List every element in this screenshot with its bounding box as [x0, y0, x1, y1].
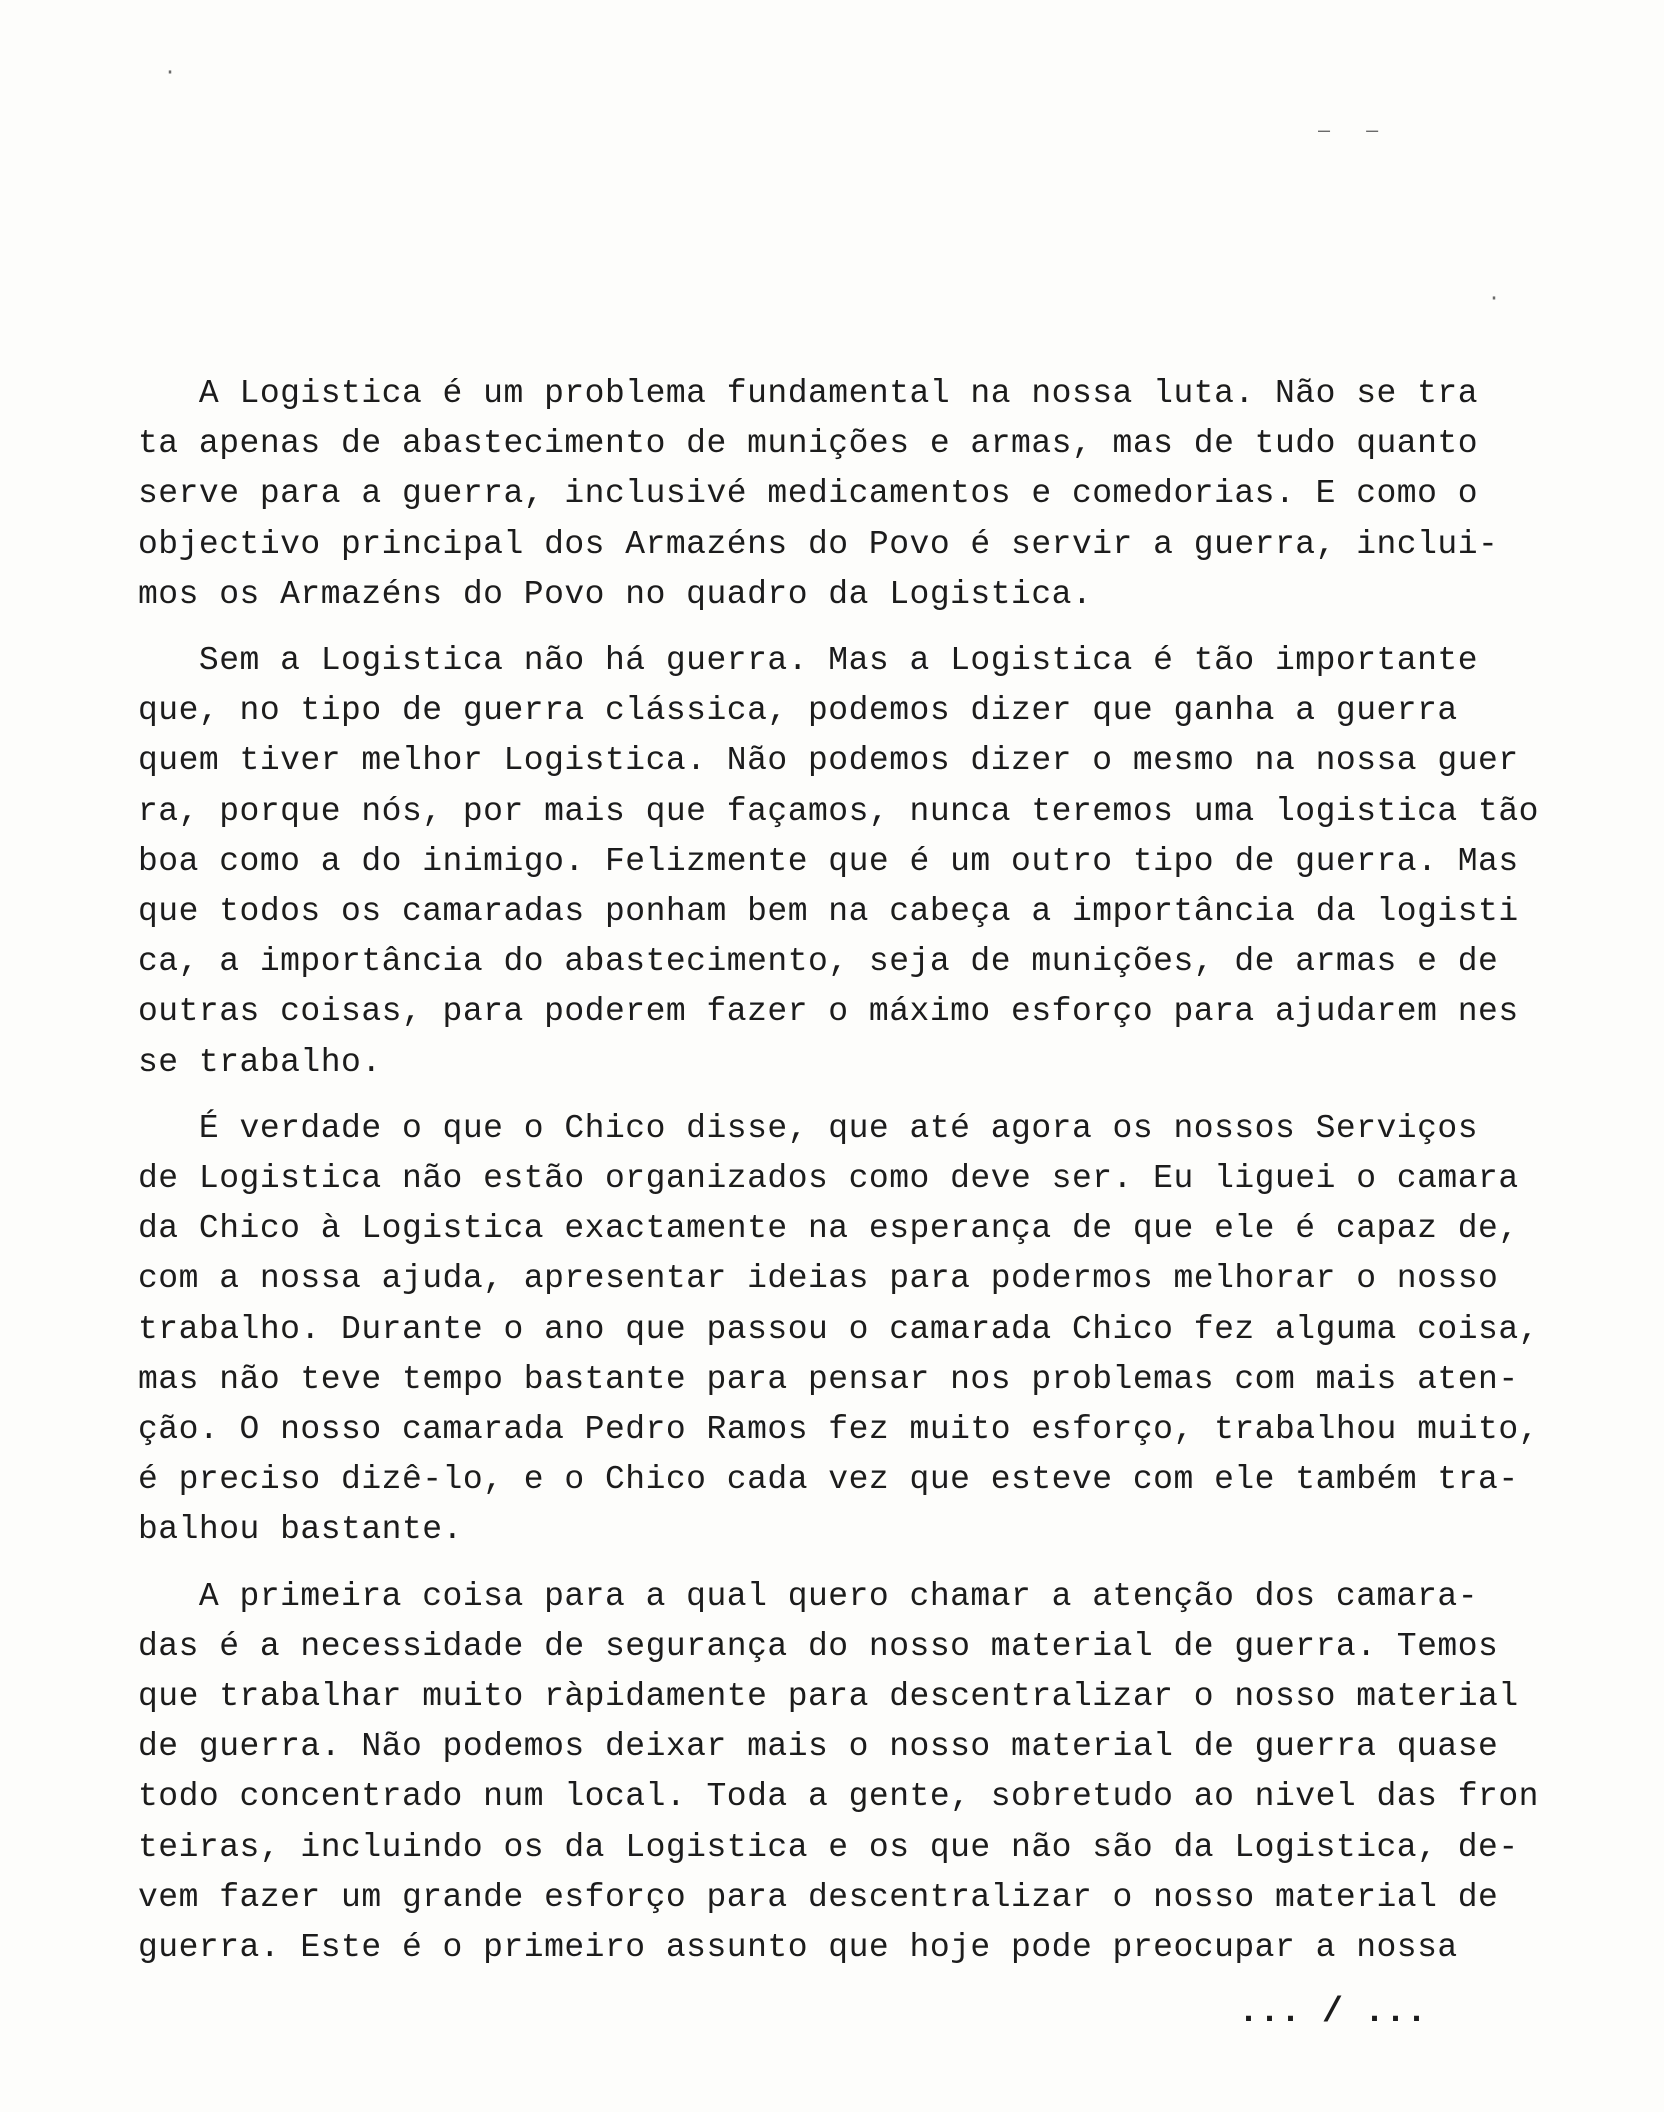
text-line: quem tiver melhor Logistica. Não podemos dizer o mesmo na nossa guer	[138, 742, 1519, 780]
text-line: teiras, incluindo os da Logistica e os que não são da Logistica, de-	[138, 1828, 1519, 1866]
text-line: outras coisas, para poderem fazer o máximo esforço para ajudarem nes	[138, 993, 1519, 1031]
text-line: Sem a Logistica não há guerra. Mas a Logistica é tão importante	[138, 642, 1479, 680]
text-line: objectivo principal dos Armazéns do Povo é servir a guerra, inclui-	[138, 525, 1499, 563]
text-line: balhou bastante.	[138, 1511, 463, 1549]
text-line: mas não teve tempo bastante para pensar nos problemas com mais aten-	[138, 1360, 1519, 1398]
paragraph	[138, 369, 1558, 620]
text-line: que trabalhar muito ràpidamente para descentralizar o nosso material	[138, 1678, 1519, 1716]
text-line: todo concentrado num local. Toda a gente, sobretudo ao nivel das fron	[138, 1778, 1539, 1816]
scan-speck-top-right: – –	[1318, 118, 1379, 142]
text-line: com a nossa ajuda, apresentar ideias para podermos melhorar o nosso	[138, 1260, 1499, 1298]
scan-speck: ·	[1488, 286, 1501, 310]
text-line: trabalho. Durante o ano que passou o camarada Chico fez alguma coisa,	[138, 1310, 1539, 1348]
text-line: É verdade o que o Chico disse, que até agora os nossos Serviços	[138, 1109, 1479, 1147]
document-body	[138, 369, 1558, 1989]
text-line: da Chico à Logistica exactamente na esperança de que ele é capaz de,	[138, 1210, 1519, 1248]
text-line: que, no tipo de guerra clássica, podemos dizer que ganha a guerra	[138, 692, 1458, 730]
text-line: boa como a do inimigo. Felizmente que é um outro tipo de guerra. Mas	[138, 842, 1519, 880]
paragraph	[138, 1572, 1558, 1974]
scan-speck: ·	[164, 60, 177, 84]
continuation-mark: ... / ...	[1238, 1992, 1428, 2032]
text-line: que todos os camaradas ponham bem na cabeça a importância da logisti	[138, 893, 1519, 931]
text-line: A primeira coisa para a qual quero chamar a atenção dos camara-	[138, 1577, 1479, 1615]
text-line: é preciso dizê-lo, e o Chico cada vez que esteve com ele também tra-	[138, 1461, 1519, 1499]
text-line: ca, a importância do abastecimento, seja de munições, de armas e de	[138, 943, 1499, 981]
text-line: se trabalho.	[138, 1043, 382, 1081]
text-line: vem fazer um grande esforço para descentralizar o nosso material de	[138, 1878, 1499, 1916]
text-line: ção. O nosso camarada Pedro Ramos fez muito esforço, trabalhou muito,	[138, 1411, 1539, 1449]
text-line: mos os Armazéns do Povo no quadro da Logistica.	[138, 575, 1093, 613]
text-line: de guerra. Não podemos deixar mais o nosso material de guerra quase	[138, 1728, 1499, 1766]
text-line: A Logistica é um problema fundamental na nossa luta. Não se tra	[138, 375, 1479, 412]
text-line: das é a necessidade de segurança do nosso material de guerra. Temos	[138, 1627, 1499, 1665]
paragraph	[138, 1104, 1558, 1556]
text-line: guerra. Este é o primeiro assunto que hoje pode preocupar a nossa	[138, 1929, 1458, 1967]
text-line: ta apenas de abastecimento de munições e armas, mas de tudo quanto	[138, 425, 1479, 463]
text-line: ra, porque nós, por mais que façamos, nunca teremos uma logistica tão	[138, 792, 1539, 830]
text-line: serve para a guerra, inclusivé medicamentos e comedorias. E como o	[138, 475, 1479, 513]
text-line: de Logistica não estão organizados como deve ser. Eu liguei o camara	[138, 1160, 1519, 1198]
paragraph	[138, 636, 1558, 1088]
